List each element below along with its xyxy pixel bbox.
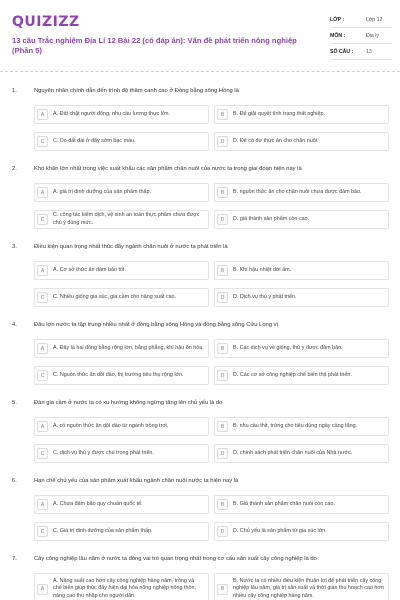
option-letter: C: [37, 370, 48, 381]
meta-key: MÔN :: [330, 32, 346, 39]
option-a[interactable]: [34, 339, 209, 358]
option-text: C. Nguồn thức ăn dồi dào, thị trường tiêu thụ rộng lớn.: [53, 371, 184, 378]
option-letter: A: [37, 343, 48, 354]
meta-row-subject: [330, 28, 392, 44]
quizizz-logo[interactable]: QUIZIZZ: [12, 14, 80, 30]
question-number: 2.: [12, 166, 17, 172]
option-text: C. công tác kiểm dịch, vệ sinh an toàn thực phẩm chưa được chú ý đúng mức.: [53, 212, 200, 226]
option-letter: A: [37, 421, 48, 432]
question-text: Hạn chế chủ yếu của sản phẩm xuất khẩu ngành chăn nuôi nước ta hiện nay là: [34, 478, 239, 484]
question-3: [0, 244, 400, 322]
option-letter: A: [37, 584, 48, 595]
option-letter: D: [217, 526, 228, 537]
question-6: [0, 478, 400, 556]
option-text: A. Đây là hai đồng bằng rộng lớn, bằng phẳng, khí hậu ôn hòa.: [53, 344, 204, 351]
question-5: [0, 400, 400, 478]
option-letter: D: [217, 448, 228, 459]
option-d[interactable]: [214, 210, 389, 229]
option-letter: B: [217, 187, 228, 198]
option-text: B. nhu cầu thịt, trứng cho tiêu dùng ngày càng tăng.: [233, 422, 358, 429]
meta-key: LỚP :: [330, 16, 345, 23]
option-text: D. Để có dư thức ăn cho chăn nuôi.: [233, 137, 319, 144]
option-text: B. Nước ta có nhiều điều kiện thuận lợi để phát triển cây công nghiệp lâu năm, giá trị sản xuất và thời gian thu hoạch cao hơn nhiều cây công nghiệp hàng năm.: [233, 578, 384, 599]
option-c[interactable]: [34, 522, 209, 541]
option-letter: A: [37, 109, 48, 120]
option-b[interactable]: [214, 573, 389, 600]
header-divider: [0, 71, 400, 72]
question-number: 5.: [12, 400, 17, 406]
option-letter: B: [217, 343, 228, 354]
option-letter: D: [217, 370, 228, 381]
option-text: B. Giá thành sản phẩm chăn nuôi còn cao.: [233, 500, 335, 507]
option-c[interactable]: [34, 288, 209, 307]
meta-value: 13: [366, 48, 372, 55]
question-list: [0, 88, 400, 600]
option-c[interactable]: [34, 210, 209, 229]
option-letter: D: [217, 214, 228, 225]
question-text: Khó khăn lớn nhất trong việc xuất khẩu các sản phẩm chăn nuôi của nước ta trong giai đoạn hiện nay là: [34, 166, 302, 172]
option-letter: C: [37, 448, 48, 459]
option-text: A. Cơ sở thức ăn đảm bảo tốt.: [53, 266, 127, 273]
question-number: 3.: [12, 244, 17, 250]
option-d[interactable]: [214, 132, 389, 151]
option-text: C. Giá trị dinh dưỡng của sản phẩm thấp.: [53, 527, 153, 534]
option-letter: A: [37, 265, 48, 276]
quiz-meta: [330, 12, 392, 60]
meta-value: Địa lý: [366, 32, 379, 39]
option-text: C. Nhiều giống gia súc, gia cầm cho năng suất cao.: [53, 293, 177, 300]
meta-row-count: [330, 44, 392, 60]
option-text: B. Để giải quyết tình trạng thất nghiệp.: [233, 110, 326, 117]
option-a[interactable]: [34, 417, 209, 436]
option-text: D. Các cơ sở công nghiệp chế biến thịt phát triển.: [233, 371, 352, 378]
option-letter: B: [217, 265, 228, 276]
option-letter: B: [217, 584, 228, 595]
option-c[interactable]: [34, 366, 209, 385]
option-a[interactable]: [34, 573, 209, 600]
option-a[interactable]: [34, 105, 209, 124]
question-number: 7.: [12, 556, 17, 562]
question-7: [0, 556, 400, 600]
option-letter: B: [217, 421, 228, 432]
option-text: B. nguồn thức ăn cho chăn nuôi chưa được đảm bảo.: [233, 188, 362, 195]
option-a[interactable]: [34, 495, 209, 514]
question-number: 1.: [12, 88, 17, 94]
meta-key: SỐ CÂU :: [330, 48, 354, 55]
question-1: [0, 88, 400, 166]
option-letter: C: [37, 526, 48, 537]
option-letter: D: [217, 136, 228, 147]
question-number: 4.: [12, 322, 17, 328]
question-text: Đàn gia cầm ở nước ta có xu hướng không ngừng tăng lên chủ yếu là do: [34, 400, 223, 406]
option-a[interactable]: [34, 261, 209, 280]
meta-value: Lớp 12: [366, 16, 383, 23]
option-letter: C: [37, 292, 48, 303]
option-text: A. có nguồn thức ăn dồi dào từ ngành trồng trọt.: [53, 422, 169, 429]
option-text: A. Năng suất cao hơn cây công nghiệp hàng năm, trồng và chế biến giúp thúc đẩy hiện đại hóa nông nghiệp nông thôn, nâng cao thu nhập cho người dân.: [53, 578, 196, 599]
question-4: [0, 322, 400, 400]
question-text: Nguyên nhân chính dẫn đến trình độ thâm canh cao ở Đồng bằng sông Hồng là: [34, 88, 239, 94]
option-d[interactable]: [214, 522, 389, 541]
option-a[interactable]: [34, 183, 209, 202]
option-text: C. dịch vụ thú y được chú trọng phát triển.: [53, 449, 154, 456]
header: [0, 0, 400, 70]
option-text: C. Do đất đai ở đây sớm bạc màu.: [53, 137, 136, 144]
option-c[interactable]: [34, 132, 209, 151]
option-text: A. Chưa đảm bảo quy chuẩn quốc tế.: [53, 500, 143, 507]
option-d[interactable]: [214, 444, 389, 463]
option-letter: A: [37, 499, 48, 510]
option-letter: B: [217, 109, 228, 120]
option-d[interactable]: [214, 366, 389, 385]
option-b[interactable]: [214, 261, 389, 280]
option-b[interactable]: [214, 339, 389, 358]
option-text: A. Đất chật người đông, nhu cầu lương thực lớn.: [53, 110, 171, 117]
option-b[interactable]: [214, 183, 389, 202]
option-b[interactable]: [214, 105, 389, 124]
option-d[interactable]: [214, 288, 389, 307]
option-text: D. chính sách phát triển chăn nuôi của Nhà nước.: [233, 449, 353, 456]
question-number: 6.: [12, 478, 17, 484]
option-text: B. Khí hậu nhiệt đới ẩm.: [233, 266, 292, 273]
option-text: D. Dịch vụ thú y phát triển.: [233, 293, 297, 300]
option-letter: A: [37, 187, 48, 198]
option-letter: C: [37, 136, 48, 147]
option-c[interactable]: [34, 444, 209, 463]
option-text: D. Chủ yếu là sản phẩm từ gia súc lớn.: [233, 527, 327, 534]
page-title: 13 câu Trắc nghiệm Địa Lí 12 Bài 22 (có đáp án): Vấn đề phát triển nông nghiệp (Phần 5): [12, 36, 297, 56]
option-text: D. giá thành sản phẩm còn cao.: [233, 215, 310, 222]
option-letter: C: [37, 214, 48, 225]
option-letter: D: [217, 292, 228, 303]
option-text: B. Các dịch vụ về giống, thú y được đảm bảo.: [233, 344, 343, 351]
question-text: Đâu lợn nước ta tập trung nhiều nhất ở đồng bằng sông Hồng và đồng bằng sông Cửu Long vì: [34, 322, 279, 328]
question-2: [0, 166, 400, 244]
option-letter: B: [217, 499, 228, 510]
question-text: Cây công nghiệp lâu năm ở nước ta đóng vai trò quan trọng nhất trong cơ cấu sản xuất cây công nghiệp là do: [34, 556, 317, 562]
meta-row-class: [330, 12, 392, 28]
option-b[interactable]: [214, 495, 389, 514]
option-b[interactable]: [214, 417, 389, 436]
option-text: A. giá trị dinh dưỡng của sản phẩm thấp.: [53, 188, 151, 195]
question-text: Điều kiện quan trọng nhất thúc đẩy ngành chăn nuôi ở nước ta phát triển là: [34, 244, 228, 250]
